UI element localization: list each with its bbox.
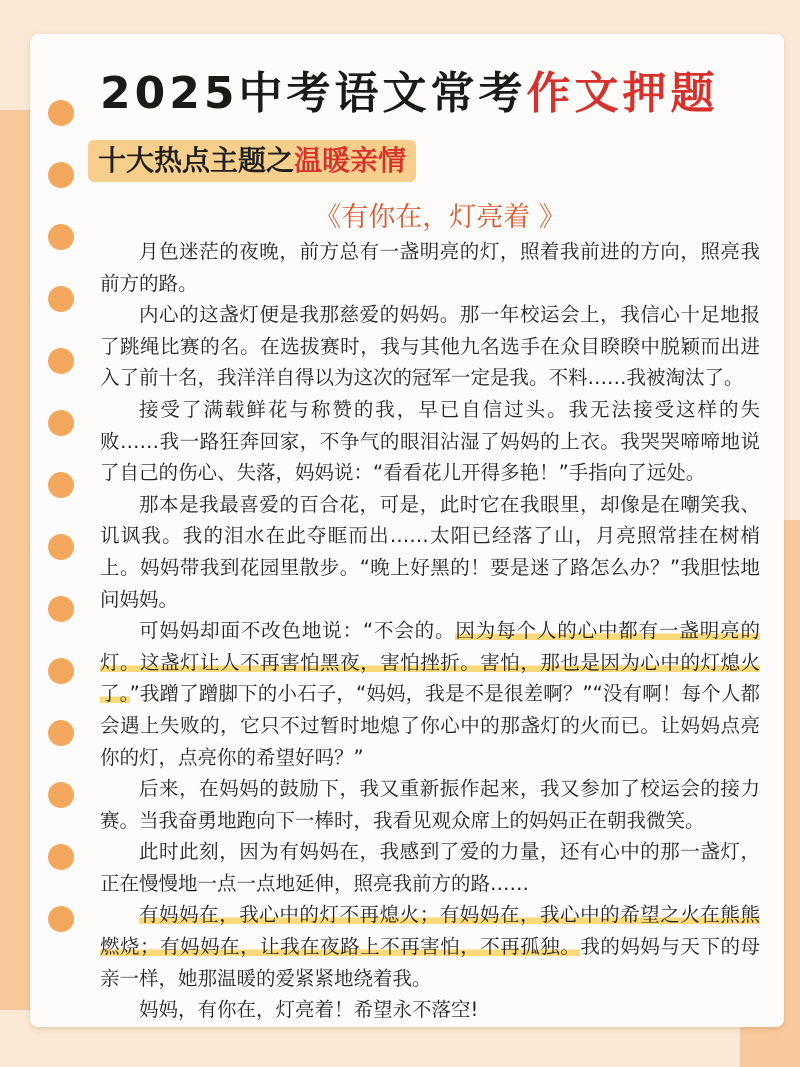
binder-hole: [48, 286, 74, 312]
essay-paragraph: [100, 994, 760, 1026]
binder-hole: [48, 162, 74, 188]
paragraph-text: 我的妈妈与天下的母亲一样，她那温暖的爱紧紧地绕着我。: [100, 935, 760, 990]
paragraph-text: 后来，在妈妈的鼓励下，我又重新振作起来，我又参加了校运会的接力赛。当我奋勇地跑向下一棒时，我看见观众席上的妈妈正在朝我微笑。: [100, 777, 760, 832]
binder-hole: [48, 534, 74, 560]
paragraph-text: 那本是我最喜爱的百合花，可是，此时它在我眼里，却像是在嘲笑我、讥讽我。我的泪水在此夺眶而出……太阳已经落了山，月亮照常挂在树梢上。妈妈带我到花园里散步。“晚上好黑的！要是迷了路怎么办？”我胆怯地问妈妈。: [100, 492, 760, 611]
paragraph-text: 可妈妈却面不改色地说：“不会的。: [139, 619, 456, 643]
highlighted-sentence: 因为每个人的心中都有一盏明亮的灯。这盏灯让人不再害怕黑夜，害怕挫折。害怕，那也是因为心中的灯熄火了。: [100, 619, 760, 706]
paragraph-text: 接受了满载鲜花与称赞的我，早已自信过头。我无法接受这样的失败……我一路狂奔回家，不争气的眼泪沾湿了妈妈的上衣。我哭哭啼啼地说了自己的伤心、失落，妈妈说：“看看花儿开得多艳！”手指向了远处。: [100, 397, 760, 485]
essay-paragraph: [100, 299, 760, 394]
paragraph-text: 内心的这盏灯便是我那慈爱的妈妈。那一年校运会上，我信心十足地报了跳绳比赛的名。在选拔赛时，我与其他九名选手在众目睽睽中脱颖而出进入了前十名，我洋洋自得以为这次的冠军一定是我。不料……我被淘汰了。: [100, 303, 760, 390]
essay-title: 《有你在，灯亮着 》: [314, 202, 566, 233]
binder-hole: [48, 844, 74, 870]
essay-paragraph: [100, 615, 760, 773]
page-title-highlight: 作文押题: [526, 68, 719, 119]
binder-hole: [48, 224, 74, 250]
binder-hole: [48, 720, 74, 746]
paragraph-text: 妈妈，有你在，灯亮着！希望永不落空!: [139, 998, 479, 1022]
binder-hole: [48, 472, 74, 498]
page-title-main: 2025中考语文常考: [100, 68, 527, 119]
essay-paragraph: [100, 236, 760, 299]
essay-paragraph: [100, 773, 760, 836]
binder-hole: [48, 410, 74, 436]
page-title: [100, 64, 780, 124]
binder-holes: [48, 100, 74, 968]
highlighted-sentence: 有妈妈在，我心中的灯不再熄火；有妈妈在，我心中的希望之火在熊熊燃烧；有妈妈在，让我在夜路上不再害怕，不再孤独。: [100, 903, 760, 959]
binder-hole: [48, 906, 74, 932]
binder-hole: [48, 348, 74, 374]
subtitle-highlight: 温暖亲情: [294, 144, 407, 177]
binder-hole: [48, 782, 74, 808]
essay-paragraph: [100, 836, 760, 899]
binder-hole: [48, 100, 74, 126]
paragraph-text: 月色迷茫的夜晚，前方总有一盏明亮的灯，照着我前进的方向，照亮我前方的路。: [100, 240, 760, 295]
essay-body: [100, 236, 760, 1026]
essay-paragraph: [100, 899, 760, 994]
paragraph-text: 此时此刻，因为有妈妈在，我感到了爱的力量，还有心中的那一盏灯，正在慢慢地一点一点地延伸，照亮我前方的路……: [100, 840, 760, 895]
subtitle-main: 十大热点主题之: [98, 144, 295, 177]
binder-hole: [48, 658, 74, 684]
paragraph-text: ”我蹭了蹭脚下的小石子，“妈妈，我是不是很差啊？”“没有啊！每个人都会遇上失败的，它只不过暂时地熄了你心中的那盏灯的火而已。让妈妈点亮你的灯，点亮你的希望好吗？”: [100, 682, 760, 769]
binder-hole: [48, 596, 74, 622]
subtitle-banner: [88, 140, 416, 182]
essay-paragraph: [100, 394, 760, 489]
essay-paragraph: [100, 489, 760, 615]
subtitle: [98, 141, 406, 181]
